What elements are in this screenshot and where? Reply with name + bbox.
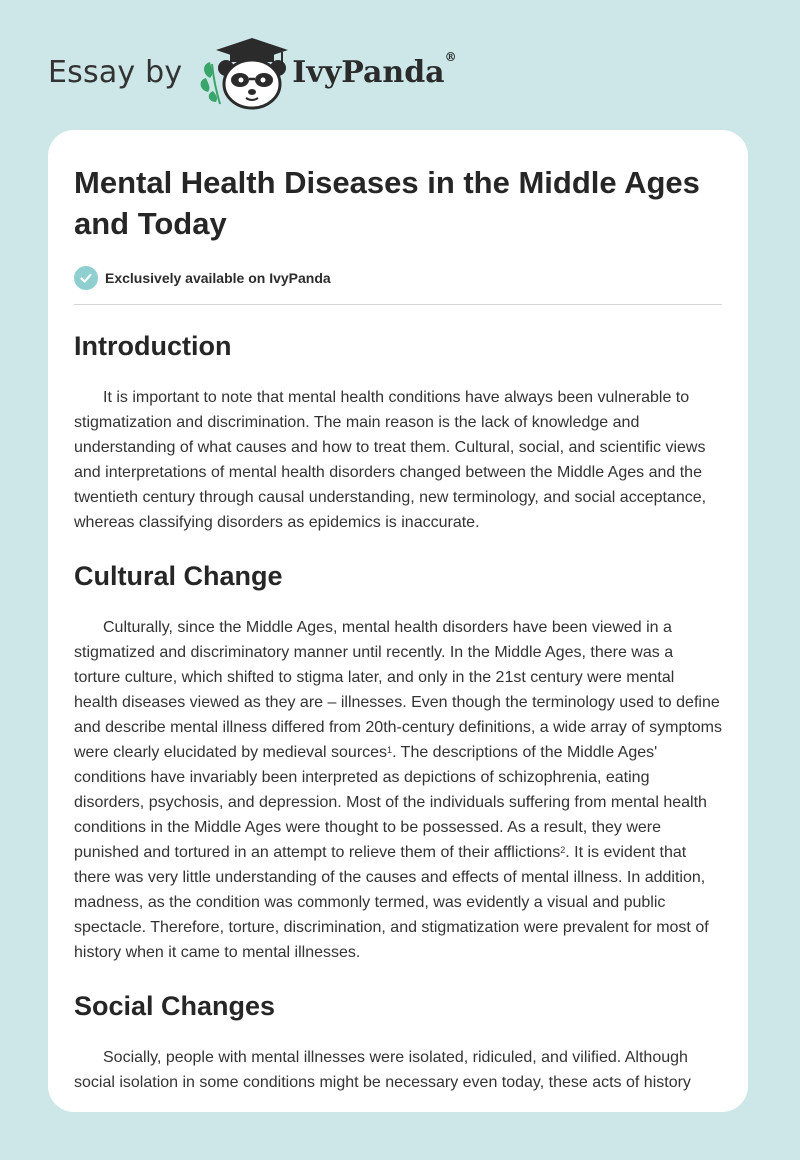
exclusive-label: Exclusively available on IvyPanda bbox=[105, 270, 331, 286]
registered-mark: ® bbox=[444, 49, 457, 64]
section-paragraph-introduction: It is important to note that mental health conditions have always been vulnerable to stigmatization and discrimination. The main reason is the lack of knowledge and understanding of what causes and how to treat them. Cultural, social, and scientific views and interpretations of mental health disorders changed between the Middle Ages and the twentieth century through causal understanding, new terminology, and social acceptance, whereas classifying disorders as epidemics is inaccurate. bbox=[74, 389, 707, 531]
footnote-ref-2[interactable]: 2 bbox=[560, 845, 566, 855]
site-header bbox=[48, 34, 457, 110]
section-heading-introduction: Introduction bbox=[74, 331, 232, 361]
footnote-ref-1[interactable]: 1 bbox=[387, 745, 393, 755]
section-paragraph-social-changes: Socially, people with mental illnesses were isolated, ridiculed, and vilified. Although social isolation in some conditions might be necessary even today, these acts of history bbox=[74, 1049, 691, 1091]
essay-by-label: Essay by bbox=[48, 54, 183, 90]
checkmark-icon bbox=[74, 266, 98, 290]
section-heading-cultural-change: Cultural Change bbox=[74, 561, 283, 591]
ivypanda-logo-icon[interactable] bbox=[196, 34, 288, 110]
essay-title: Mental Health Diseases in the Middle Ages and Today bbox=[74, 165, 700, 241]
exclusive-badge bbox=[74, 266, 722, 305]
section-paragraph-cultural-change: Culturally, since the Middle Ages, mental health disorders have been viewed in a stigmatized and discriminatory manner until recently. In the Middle Ages, there was a torture culture, which shifted to stigma later, and only in the 21st century were mental health diseases viewed as they are – illnesses. Even though the terminology used to define and describe mental illness differed from 20th-century definitions, a wide array of symptoms were clearly elucidated by medieval sources$^1$. The descriptions of the Middle Ages' conditions have invariably been interpreted as depictions of schizophrenia, eating disorders, psychosis, and depression. Most of the individuals suffering from mental health conditions in the Middle Ages were thought to be possessed. As a result, they were punished and tortured in an attempt to relieve them of their afflictions$^2$. It is evident that there was very little understanding of the causes and effects of mental illness. In addition, madness, as the condition was commonly termed, was evidently a visual and public spectacle. Therefore, torture, discrimination, and stigmatization were prevalent for most of history when it came to mental illnesses. bbox=[74, 619, 723, 961]
essay-card bbox=[48, 130, 748, 1112]
section-heading-social-changes: Social Changes bbox=[74, 991, 276, 1021]
brand-name[interactable]: IvyPanda® bbox=[292, 49, 457, 90]
